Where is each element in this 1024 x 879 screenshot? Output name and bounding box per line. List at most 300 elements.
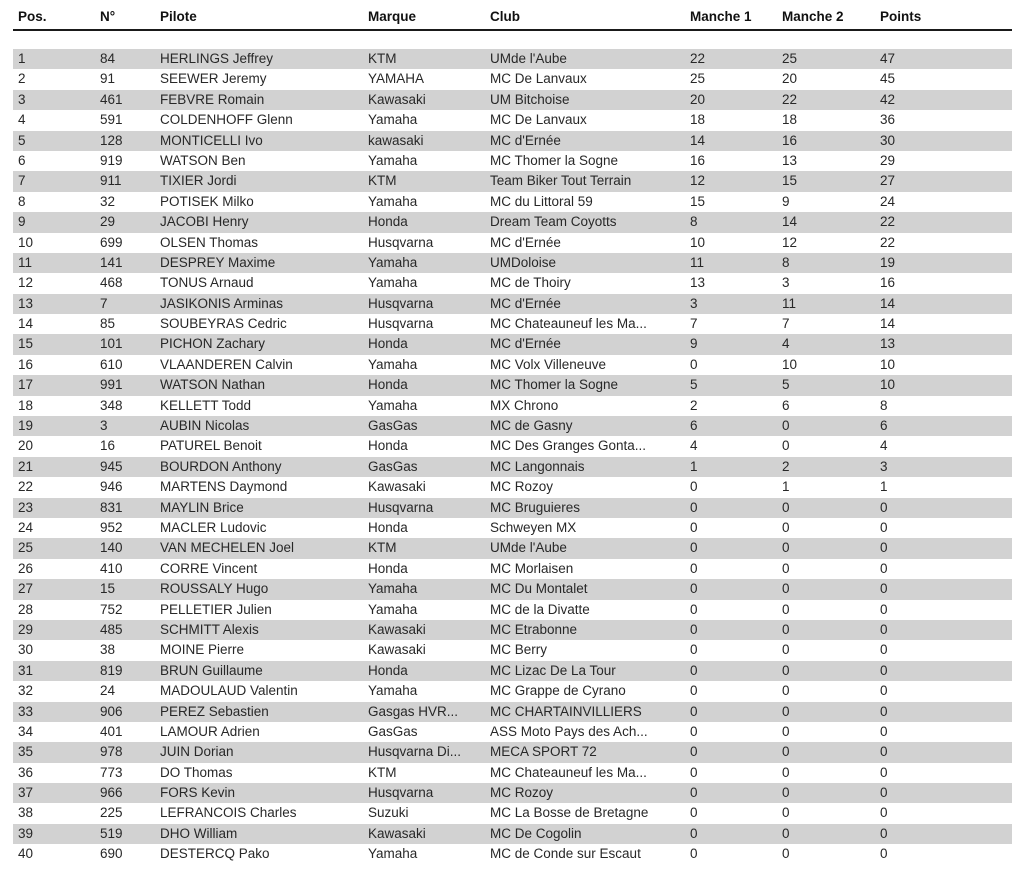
cell-points: 0 [880,683,888,699]
cell-pos: 28 [18,601,34,617]
cell-club: MECA SPORT 72 [490,744,597,760]
cell-pilote: DESTERCQ Pako [160,846,270,862]
cell-marque: Yamaha [368,601,418,617]
cell-marque: Husqvarna [368,785,434,801]
cell-points: 0 [880,785,888,801]
cell-club: MC CHARTAINVILLIERS [490,703,642,719]
table-row [13,253,1012,273]
cell-marque: Yamaha [368,683,418,699]
cell-manche2: 0 [782,499,790,515]
table-row [13,131,1012,151]
table-row [13,151,1012,171]
cell-pos: 33 [18,703,34,719]
cell-manche1: 0 [690,540,698,556]
cell-manche2: 0 [782,621,790,637]
cell-points: 22 [880,214,896,230]
cell-pos: 35 [18,744,34,760]
cell-num: 831 [100,499,123,515]
table-row [13,844,1012,864]
cell-pos: 17 [18,377,34,393]
cell-points: 14 [880,295,896,311]
cell-manche1: 2 [690,397,698,413]
table-row [13,600,1012,620]
cell-club: MC De Lanvaux [490,112,587,128]
cell-club: MC Grappe de Cyrano [490,683,626,699]
cell-pilote: SEEWER Jeremy [160,71,267,87]
cell-pilote: PEREZ Sebastien [160,703,269,719]
cell-pilote: ROUSSALY Hugo [160,581,269,597]
cell-manche2: 8 [782,254,790,270]
cell-pilote: MONTICELLI Ivo [160,132,263,148]
cell-marque: GasGas [368,418,418,434]
cell-manche1: 10 [690,234,706,250]
cell-num: 348 [100,397,123,413]
cell-pilote: JUIN Dorian [160,744,234,760]
cell-pos: 2 [18,71,26,87]
col-header-num: N° [100,9,116,24]
table-row [13,273,1012,293]
cell-marque: Yamaha [368,356,418,372]
cell-num: 128 [100,132,123,148]
cell-pos: 27 [18,581,34,597]
cell-points: 4 [880,438,888,454]
cell-pilote: TONUS Arnaud [160,275,254,291]
cell-num: 991 [100,377,123,393]
cell-marque: Honda [368,336,408,352]
cell-manche1: 0 [690,785,698,801]
cell-manche1: 0 [690,499,698,515]
cell-points: 0 [880,519,888,535]
cell-club: MC de la Divatte [490,601,590,617]
cell-manche2: 0 [782,764,790,780]
cell-club: MC d'Ernée [490,132,561,148]
cell-manche1: 0 [690,764,698,780]
cell-manche2: 0 [782,662,790,678]
table-row [13,212,1012,232]
cell-marque: Honda [368,377,408,393]
cell-manche2: 0 [782,805,790,821]
cell-manche2: 0 [782,560,790,576]
cell-pos: 22 [18,479,34,495]
table-row [13,742,1012,762]
cell-club: MC Etrabonne [490,621,578,637]
cell-points: 42 [880,91,896,107]
cell-club: UMde l'Aube [490,51,567,66]
cell-manche1: 1 [690,458,698,474]
cell-manche1: 0 [690,805,698,821]
cell-pos: 34 [18,723,34,739]
cell-marque: Kawasaki [368,479,426,495]
cell-marque: Husqvarna Di... [368,744,462,760]
cell-pos: 23 [18,499,34,515]
cell-pos: 38 [18,805,34,821]
cell-num: 16 [100,438,116,454]
cell-pos: 20 [18,438,34,454]
cell-num: 225 [100,805,123,821]
table-header-row [13,0,1012,31]
cell-manche2: 0 [782,418,790,434]
cell-club: MC La Bosse de Bretagne [490,805,649,821]
cell-points: 0 [880,744,888,760]
table-row [13,620,1012,640]
table-row [13,233,1012,253]
cell-points: 10 [880,377,896,393]
table-row [13,314,1012,334]
cell-manche1: 6 [690,418,698,434]
cell-club: MC d'Ernée [490,336,561,352]
cell-points: 24 [880,193,896,209]
cell-manche1: 12 [690,173,706,189]
table-row [13,90,1012,110]
cell-manche2: 0 [782,601,790,617]
cell-points: 0 [880,805,888,821]
cell-marque: Suzuki [368,805,409,821]
cell-marque: Yamaha [368,254,418,270]
cell-num: 699 [100,234,123,250]
cell-manche1: 0 [690,621,698,637]
cell-club: MC du Littoral 59 [490,193,593,209]
cell-pos: 5 [18,132,26,148]
cell-points: 45 [880,71,896,87]
cell-points: 19 [880,254,896,270]
results-table-body [13,49,1012,865]
table-row [13,661,1012,681]
col-header-manche2: Manche 2 [782,9,844,24]
table-row [13,824,1012,844]
table-row [13,375,1012,395]
cell-manche2: 10 [782,356,798,372]
cell-num: 141 [100,254,123,270]
cell-points: 0 [880,723,888,739]
cell-manche2: 20 [782,71,798,87]
cell-manche1: 13 [690,275,706,291]
cell-num: 952 [100,519,123,535]
cell-manche2: 2 [782,458,790,474]
cell-points: 1 [880,479,888,495]
cell-manche1: 0 [690,560,698,576]
cell-points: 14 [880,316,896,332]
cell-manche2: 7 [782,316,790,332]
cell-marque: Husqvarna [368,295,434,311]
cell-manche1: 25 [690,71,706,87]
cell-num: 485 [100,621,123,637]
cell-pilote: MADOULAUD Valentin [160,683,298,699]
cell-pilote: FORS Kevin [160,785,236,801]
cell-marque: Kawasaki [368,825,426,841]
cell-pos: 40 [18,846,34,862]
table-row [13,681,1012,701]
cell-club: MC Langonnais [490,458,585,474]
col-header-marque: Marque [368,9,417,24]
cell-pos: 3 [18,91,26,107]
cell-manche1: 18 [690,112,706,128]
cell-club: MC Thomer la Sogne [490,377,619,393]
cell-num: 410 [100,560,123,576]
cell-points: 0 [880,601,888,617]
cell-pos: 25 [18,540,34,556]
cell-pos: 26 [18,560,34,576]
cell-num: 101 [100,336,123,352]
cell-marque: KTM [368,51,397,66]
cell-club: MC Berry [490,642,547,658]
cell-manche1: 0 [690,723,698,739]
cell-marque: Yamaha [368,112,418,128]
cell-pilote: DESPREY Maxime [160,254,276,270]
cell-manche2: 0 [782,846,790,862]
cell-manche1: 4 [690,438,698,454]
cell-pos: 30 [18,642,34,658]
cell-marque: Honda [368,519,408,535]
cell-marque: Kawasaki [368,642,426,658]
cell-pos: 6 [18,152,26,168]
cell-club: MC Volx Villeneuve [490,356,607,372]
cell-points: 0 [880,825,888,841]
cell-manche1: 5 [690,377,698,393]
cell-club: UMDoloise [490,254,557,270]
cell-marque: Kawasaki [368,621,426,637]
cell-manche2: 0 [782,438,790,454]
cell-club: MC Morlaisen [490,560,574,576]
cell-points: 0 [880,621,888,637]
cell-pilote: HERLINGS Jeffrey [160,51,274,66]
table-row [13,171,1012,191]
cell-pos: 13 [18,295,34,311]
cell-pilote: TIXIER Jordi [160,173,237,189]
cell-manche1: 0 [690,825,698,841]
cell-pilote: FEBVRE Romain [160,91,265,107]
cell-num: 519 [100,825,123,841]
col-header-manche1: Manche 1 [690,9,752,24]
cell-manche1: 20 [690,91,706,107]
cell-marque: Yamaha [368,152,418,168]
cell-manche2: 16 [782,132,798,148]
cell-club: MC Rozoy [490,479,554,495]
cell-points: 0 [880,499,888,515]
cell-pos: 10 [18,234,34,250]
table-row [13,69,1012,89]
cell-club: MC Des Granges Gonta... [490,438,647,454]
table-row [13,334,1012,354]
table-row [13,192,1012,212]
cell-num: 84 [100,51,116,66]
cell-num: 919 [100,152,123,168]
cell-manche2: 9 [782,193,790,209]
cell-pilote: SOUBEYRAS Cedric [160,316,287,332]
cell-pos: 31 [18,662,34,678]
cell-pilote: DHO William [160,825,238,841]
cell-club: MC Rozoy [490,785,554,801]
cell-manche2: 4 [782,336,790,352]
cell-marque: Yamaha [368,581,418,597]
cell-manche1: 0 [690,683,698,699]
cell-manche1: 0 [690,581,698,597]
table-row [13,640,1012,660]
table-row [13,722,1012,742]
cell-points: 0 [880,581,888,597]
cell-manche1: 0 [690,519,698,535]
cell-num: 610 [100,356,123,372]
cell-manche2: 15 [782,173,798,189]
cell-club: MC d'Ernée [490,234,561,250]
cell-points: 13 [880,336,896,352]
cell-points: 29 [880,152,896,168]
cell-manche2: 18 [782,112,798,128]
cell-pilote: LAMOUR Adrien [160,723,260,739]
cell-manche1: 8 [690,214,698,230]
cell-points: 0 [880,703,888,719]
cell-manche1: 0 [690,846,698,862]
cell-points: 16 [880,275,896,291]
cell-marque: YAMAHA [368,71,425,87]
cell-manche2: 0 [782,519,790,535]
cell-manche1: 15 [690,193,706,209]
cell-marque: Yamaha [368,275,418,291]
cell-club: MC d'Ernée [490,295,561,311]
cell-club: UM Bitchoise [490,91,570,107]
cell-num: 773 [100,764,123,780]
cell-manche2: 3 [782,275,790,291]
cell-club: MC Thomer la Sogne [490,152,619,168]
cell-num: 946 [100,479,123,495]
table-row [13,763,1012,783]
cell-points: 36 [880,112,896,128]
results-table [13,0,1012,865]
cell-marque: KTM [368,764,397,780]
cell-num: 91 [100,71,116,87]
cell-points: 27 [880,173,896,189]
cell-num: 978 [100,744,123,760]
header-spacer [13,31,1012,49]
cell-pos: 15 [18,336,34,352]
cell-pilote: VLAANDEREN Calvin [160,356,293,372]
cell-marque: Yamaha [368,846,418,862]
cell-pilote: BRUN Guillaume [160,662,263,678]
cell-manche1: 22 [690,51,706,66]
cell-manche2: 0 [782,703,790,719]
cell-num: 24 [100,683,116,699]
cell-manche2: 22 [782,91,798,107]
cell-manche2: 0 [782,723,790,739]
table-row [13,538,1012,558]
cell-pilote: MOINE Pierre [160,642,245,658]
cell-pilote: CORRE Vincent [160,560,258,576]
table-row [13,518,1012,538]
cell-club: MC Lizac De La Tour [490,662,616,678]
cell-manche2: 0 [782,744,790,760]
cell-marque: KTM [368,173,397,189]
cell-num: 468 [100,275,123,291]
cell-pos: 36 [18,764,34,780]
cell-pilote: COLDENHOFF Glenn [160,112,293,128]
cell-club: MX Chrono [490,397,559,413]
cell-pos: 19 [18,418,34,434]
cell-pilote: PELLETIER Julien [160,601,272,617]
cell-pos: 1 [18,51,26,66]
cell-club: MC Chateauneuf les Ma... [490,764,647,780]
cell-num: 401 [100,723,123,739]
cell-manche1: 3 [690,295,698,311]
cell-manche1: 11 [690,254,705,270]
cell-manche1: 9 [690,336,698,352]
cell-marque: Yamaha [368,397,418,413]
cell-marque: GasGas [368,723,418,739]
table-row [13,477,1012,497]
cell-pilote: BOURDON Anthony [160,458,282,474]
table-row [13,498,1012,518]
col-header-club: Club [490,9,520,24]
cell-pilote: PATUREL Benoit [160,438,262,454]
cell-manche1: 7 [690,316,698,332]
cell-pos: 4 [18,112,26,128]
cell-marque: Yamaha [368,193,418,209]
cell-points: 3 [880,458,888,474]
cell-num: 752 [100,601,123,617]
cell-manche1: 0 [690,662,698,678]
cell-points: 0 [880,540,888,556]
cell-pilote: DO Thomas [160,764,233,780]
table-row [13,436,1012,456]
cell-marque: Husqvarna [368,234,434,250]
cell-points: 22 [880,234,896,250]
cell-club: MC Du Montalet [490,581,588,597]
cell-pos: 7 [18,173,26,189]
cell-points: 47 [880,51,896,66]
cell-pos: 24 [18,519,34,535]
cell-pos: 12 [18,275,34,291]
cell-marque: Husqvarna [368,316,434,332]
cell-points: 0 [880,846,888,862]
cell-num: 911 [100,173,122,189]
cell-pos: 29 [18,621,34,637]
cell-manche2: 0 [782,683,790,699]
table-row [13,702,1012,722]
cell-marque: Honda [368,662,408,678]
cell-manche1: 0 [690,356,698,372]
cell-pilote: JACOBI Henry [160,214,249,230]
cell-marque: KTM [368,540,397,556]
cell-pilote: LEFRANCOIS Charles [160,805,297,821]
cell-club: Schweyen MX [490,519,577,535]
cell-manche2: 14 [782,214,798,230]
cell-manche2: 0 [782,540,790,556]
cell-club: MC de Gasny [490,418,573,434]
cell-pos: 39 [18,825,34,841]
cell-pilote: POTISEK Milko [160,193,254,209]
cell-points: 0 [880,764,888,780]
cell-marque: GasGas [368,458,418,474]
col-header-pos: Pos. [18,9,47,24]
cell-pilote: PICHON Zachary [160,336,266,352]
cell-num: 966 [100,785,123,801]
cell-pilote: OLSEN Thomas [160,234,259,250]
cell-pilote: WATSON Ben [160,152,246,168]
cell-manche1: 14 [690,132,706,148]
cell-num: 7 [100,295,108,311]
cell-manche2: 0 [782,581,790,597]
cell-club: MC De Cogolin [490,825,582,841]
cell-num: 906 [100,703,123,719]
cell-marque: kawasaki [368,132,424,148]
cell-club: MC Chateauneuf les Ma... [490,316,647,332]
table-row [13,355,1012,375]
cell-manche2: 11 [782,295,797,311]
cell-pilote: SCHMITT Alexis [160,621,259,637]
cell-manche1: 16 [690,152,706,168]
cell-num: 461 [100,91,123,107]
cell-manche2: 0 [782,825,790,841]
cell-pilote: MAYLIN Brice [160,499,244,515]
cell-num: 38 [100,642,116,658]
